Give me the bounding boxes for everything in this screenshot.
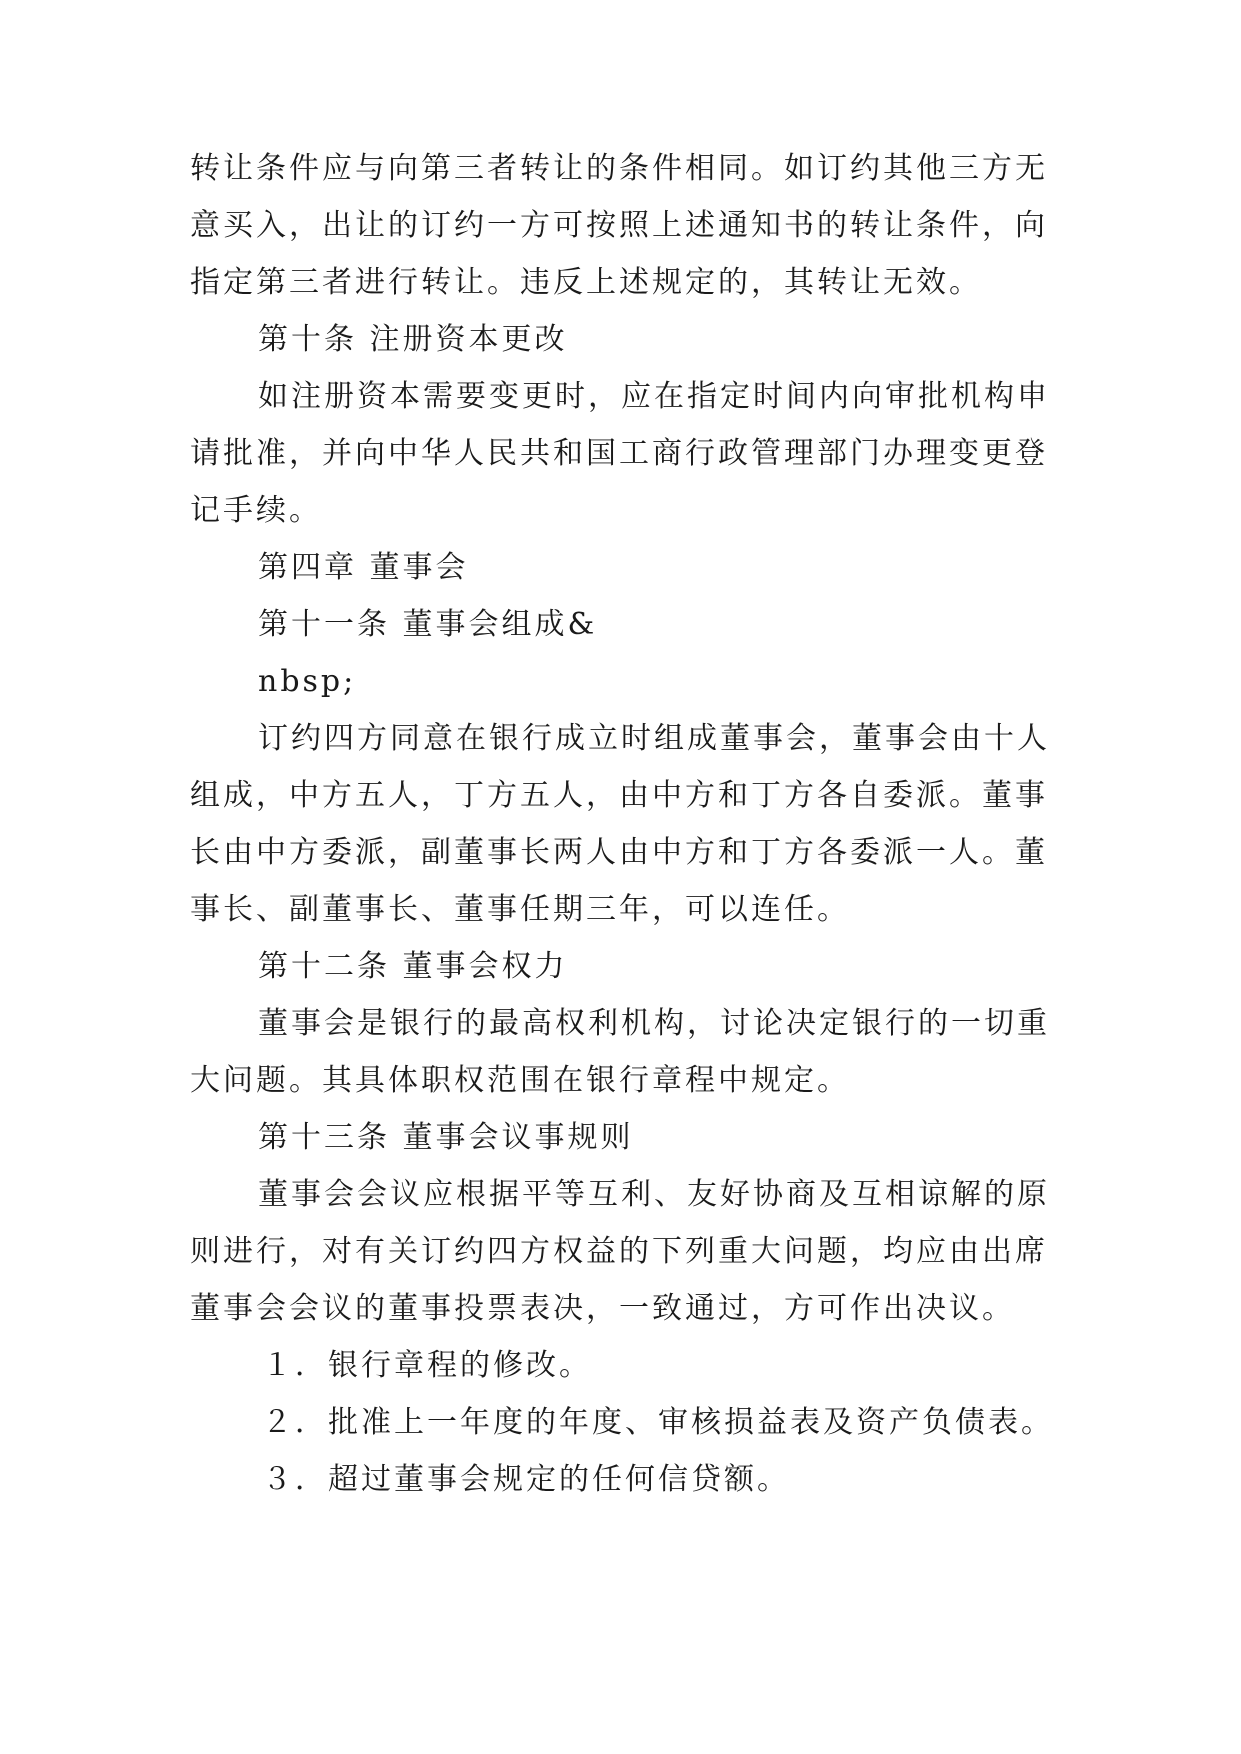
paragraph-line: 董事会会议应根据平等互利、友好协商及互相谅解的原 [258,1177,1050,1212]
list-item: ３．超过董事会规定的任何信贷额。 [262,1462,790,1497]
paragraph-line: 转让条件应与向第三者转让的条件相同。如订约其他三方无 [190,151,1048,186]
paragraph-line: 董事会会议的董事投票表决，一致通过，方可作出决议。 [190,1291,1015,1326]
chapter-heading: 第四章 董事会 [258,550,469,585]
paragraph-line: 记手续。 [190,493,322,528]
list-item: １．银行章程的修改。 [262,1348,592,1383]
paragraph-line: 大问题。其具体职权范围在银行章程中规定。 [190,1063,850,1098]
paragraph-line: 指定第三者进行转让。违反上述规定的，其转让无效。 [190,265,982,300]
paragraph-line: nbsp; [258,664,357,699]
paragraph-line: 事长、副董事长、董事任期三年，可以连任。 [190,892,850,927]
list-item: ２．批准上一年度的年度、审核损益表及资产负债表。 [262,1405,1054,1440]
article-heading: 第十二条 董事会权力 [258,949,568,984]
article-heading: 第十条 注册资本更改 [258,322,568,357]
paragraph-line: 订约四方同意在银行成立时组成董事会，董事会由十人 [258,721,1050,756]
paragraph-line: 请批准，并向中华人民共和国工商行政管理部门办理变更登 [190,436,1048,471]
paragraph-line: 则进行，对有关订约四方权益的下列重大问题，均应由出席 [190,1234,1048,1269]
paragraph-line: 意买入，出让的订约一方可按照上述通知书的转让条件，向 [190,208,1048,243]
article-heading: 第十三条 董事会议事规则 [258,1120,634,1155]
paragraph-line: 董事会是银行的最高权利机构，讨论决定银行的一切重 [258,1006,1050,1041]
paragraph-line: 如注册资本需要变更时，应在指定时间内向审批机构申 [258,379,1050,414]
paragraph-line: 长由中方委派，副董事长两人由中方和丁方各委派一人。董 [190,835,1048,870]
paragraph-line: 组成，中方五人，丁方五人，由中方和丁方各自委派。董事 [190,778,1048,813]
article-heading: 第十一条 董事会组成& [258,607,598,642]
